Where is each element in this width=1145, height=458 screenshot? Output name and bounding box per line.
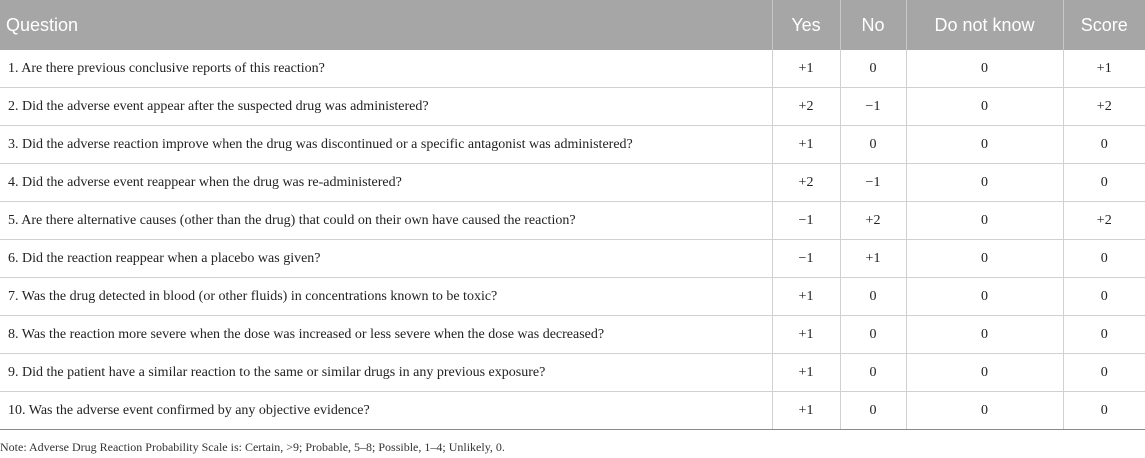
yes-cell: +2 [772,88,840,126]
header-yes: Yes [772,0,840,50]
no-cell: +1 [840,240,906,278]
header-question: Question [0,0,772,50]
do-not-know-cell: 0 [906,126,1063,164]
yes-cell: +1 [772,278,840,316]
no-cell: 0 [840,354,906,392]
score-cell: 0 [1063,126,1145,164]
question-cell: 4. Did the adverse event reappear when the drug was re-administered? [0,164,772,202]
table-row [0,88,1145,126]
yes-cell: +1 [772,126,840,164]
no-cell: +2 [840,202,906,240]
question-cell: 6. Did the reaction reappear when a placebo was given? [0,240,772,278]
question-cell: 7. Was the drug detected in blood (or other fluids) in concentrations known to be toxic? [0,278,772,316]
yes-cell: +1 [772,392,840,430]
score-cell: 0 [1063,240,1145,278]
yes-cell: +1 [772,50,840,88]
table-row [0,240,1145,278]
table-row [0,202,1145,240]
yes-cell: +1 [772,354,840,392]
table-row [0,316,1145,354]
score-cell: 0 [1063,278,1145,316]
question-cell: 9. Did the patient have a similar reaction to the same or similar drugs in any previous exposure? [0,354,772,392]
no-cell: 0 [840,316,906,354]
table-row [0,50,1145,88]
score-cell: +2 [1063,202,1145,240]
do-not-know-cell: 0 [906,278,1063,316]
no-cell: 0 [840,278,906,316]
score-cell: 0 [1063,392,1145,430]
no-cell: 0 [840,50,906,88]
table-row [0,392,1145,430]
no-cell: 0 [840,392,906,430]
do-not-know-cell: 0 [906,240,1063,278]
no-cell: −1 [840,164,906,202]
header-do-not-know: Do not know [906,0,1063,50]
question-cell: 2. Did the adverse event appear after the suspected drug was administered? [0,88,772,126]
do-not-know-cell: 0 [906,50,1063,88]
do-not-know-cell: 0 [906,164,1063,202]
yes-cell: +2 [772,164,840,202]
question-cell: 5. Are there alternative causes (other than the drug) that could on their own have caused the reaction? [0,202,772,240]
header-row [0,0,1145,50]
yes-cell: +1 [772,316,840,354]
question-cell: 8. Was the reaction more severe when the dose was increased or less severe when the dose was decreased? [0,316,772,354]
score-cell: 0 [1063,316,1145,354]
do-not-know-cell: 0 [906,392,1063,430]
do-not-know-cell: 0 [906,202,1063,240]
score-cell: 0 [1063,354,1145,392]
question-cell: 1. Are there previous conclusive reports of this reaction? [0,50,772,88]
do-not-know-cell: 0 [906,354,1063,392]
score-cell: +1 [1063,50,1145,88]
table-footnote: Note: Adverse Drug Reaction Probability Scale is: Certain, >9; Probable, 5–8; Possible, 1–4; Unlikely, 0. [0,440,505,454]
header-no: No [840,0,906,50]
score-cell: +2 [1063,88,1145,126]
question-cell: 10. Was the adverse event confirmed by any objective evidence? [0,392,772,430]
table-row [0,164,1145,202]
table-row [0,278,1145,316]
yes-cell: −1 [772,240,840,278]
do-not-know-cell: 0 [906,316,1063,354]
do-not-know-cell: 0 [906,88,1063,126]
header-score: Score [1063,0,1145,50]
yes-cell: −1 [772,202,840,240]
no-cell: 0 [840,126,906,164]
question-cell: 3. Did the adverse reaction improve when the drug was discontinued or a specific antagonist was administered? [0,126,772,164]
table-row [0,126,1145,164]
score-cell: 0 [1063,164,1145,202]
no-cell: −1 [840,88,906,126]
table-row [0,354,1145,392]
